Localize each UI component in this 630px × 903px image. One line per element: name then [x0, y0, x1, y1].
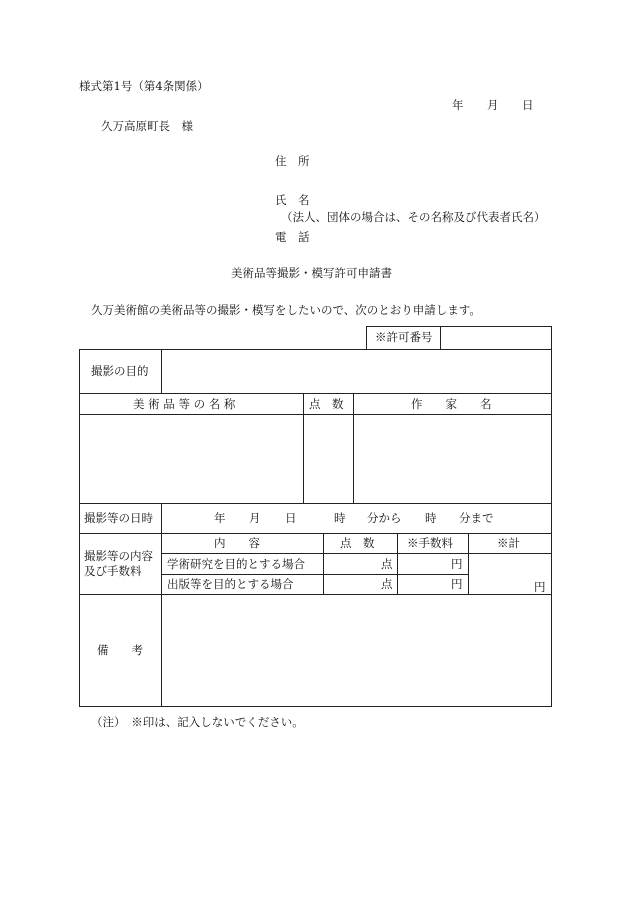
permit-number-label: ※許可番号 [375, 330, 433, 344]
fee-row-academic-count-unit: 点 [381, 557, 393, 571]
date-day-label: 日 [522, 98, 534, 112]
fee-label-line2: 及び手数料 [84, 564, 142, 578]
fee-row-publishing-yen-unit: 円 [451, 577, 463, 591]
artist-name-field[interactable] [354, 415, 550, 502]
datetime-from: 分から [367, 511, 402, 525]
fee-row-publishing: 出版等を目的とする場合 [167, 577, 294, 591]
purpose-field[interactable] [162, 350, 551, 392]
purpose-label: 撮影の目的 [91, 364, 149, 378]
remarks-label: 備 考 [97, 643, 143, 657]
addressee: 久万高原町長 様 [101, 119, 193, 133]
date-month-label: 月 [487, 98, 499, 112]
datetime-to: 分まで [459, 511, 494, 525]
remarks-field[interactable] [162, 595, 551, 705]
datetime-label: 撮影等の日時 [84, 511, 153, 525]
form-number: 様式第1号（第4条関係） [79, 79, 209, 93]
fee-content-header: 内 容 [214, 536, 260, 550]
fee-count-header: 点 数 [340, 536, 375, 550]
artwork-count-header: 点 数 [309, 397, 344, 411]
address-label: 住 所 [275, 154, 310, 168]
artwork-count-field[interactable] [304, 415, 352, 502]
name-label: 氏 名 [275, 193, 310, 207]
fee-label-line1: 撮影等の内容 [84, 549, 153, 563]
date-year-label: 年 [452, 98, 464, 112]
fee-total-yen-unit: 円 [534, 580, 546, 594]
artwork-name-field[interactable] [80, 415, 302, 502]
fee-row-academic: 学術研究を目的とする場合 [167, 557, 305, 571]
datetime-month: 月 [249, 511, 261, 525]
name-note: （法人、団体の場合は、その名称及び代表者氏名） [281, 210, 546, 224]
datetime-year: 年 [214, 511, 226, 525]
phone-label: 電 話 [275, 230, 310, 244]
fee-row-publishing-count-unit: 点 [381, 577, 393, 591]
artist-name-header: 作 家 名 [411, 397, 492, 411]
fee-header: ※手数料 [407, 536, 453, 550]
permit-number-field[interactable] [441, 327, 551, 348]
fee-total-header: ※計 [497, 536, 520, 550]
artwork-name-header: 美 術 品 等 の 名 称 [133, 397, 236, 411]
fee-row-academic-yen-unit: 円 [451, 557, 463, 571]
datetime-hour-start: 時 [334, 511, 346, 525]
datetime-hour-end: 時 [425, 511, 437, 525]
datetime-day: 日 [285, 511, 297, 525]
footnote: （注） ※印は、記入しないでください。 [91, 715, 304, 729]
document-title: 美術品等撮影・模写許可申請書 [231, 266, 392, 280]
intro-text: 久万美術館の美術品等の撮影・模写をしたいので、次のとおり申請します。 [91, 303, 481, 317]
